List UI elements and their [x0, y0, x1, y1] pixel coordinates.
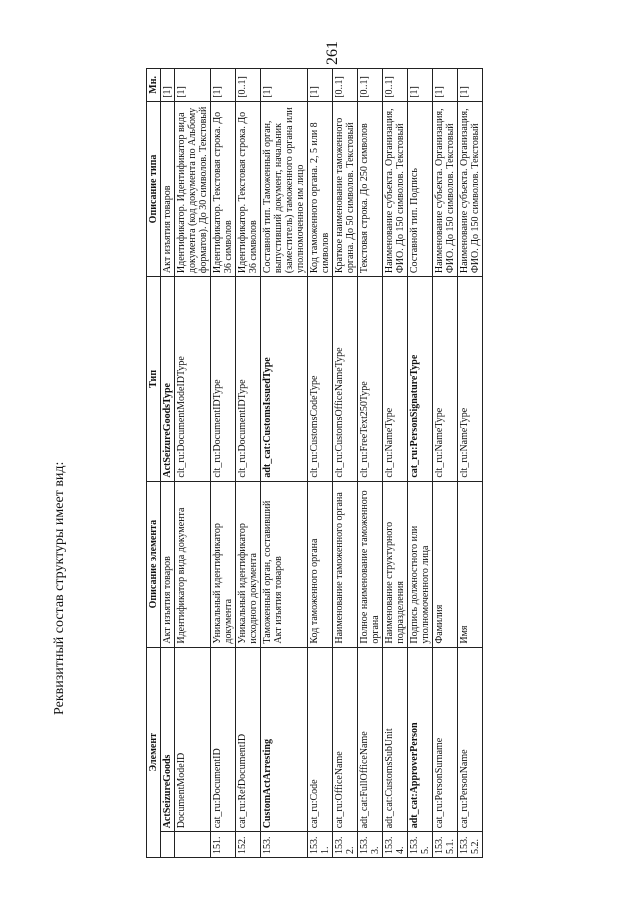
row-element: cat_ru:RefDocumentID [236, 647, 261, 832]
row-number: 152. [236, 832, 261, 858]
row-element-description: Уникальный идентификатор исходного документа [236, 481, 261, 647]
header-type: Тип [147, 277, 161, 482]
row-type-description: Идентификатор. Текстовая строка. До 36 символов [236, 101, 261, 276]
row-element-description: Акт изъятия товаров [161, 481, 175, 647]
row-multiplicity: [1] [458, 69, 483, 102]
row-element: cat_ru:Code [308, 647, 333, 832]
row-type: clt_ru:NameType [433, 277, 458, 482]
row-type: adt_cat:CustomsIssuedType [261, 277, 308, 482]
row-element-description: Уникальный идентификатор документа [211, 481, 236, 647]
row-element: cat_ru:PersonSurname [433, 647, 458, 832]
row-number: 153.3. [358, 832, 383, 858]
table-row [161, 69, 175, 858]
row-number: 153.5.1. [433, 832, 458, 858]
row-number: 151. [211, 832, 236, 858]
intro-text: Реквизитный состав структуры имеет вид: [52, 461, 67, 715]
row-type-description: Наименование субъекта. Организация, ФИО. До 150 символов. Текстовый [458, 101, 483, 276]
row-element: CustomActArresting [261, 647, 308, 832]
row-element-description: Код таможенного органа [308, 481, 333, 647]
row-type: clt_ru:CustomsCodeType [308, 277, 333, 482]
row-multiplicity: [1] [433, 69, 458, 102]
table-row [333, 69, 358, 858]
row-number: 153. [261, 832, 308, 858]
row-element: cat_ru:OfficeName [333, 647, 358, 832]
row-type-description: Составной тип. Подпись [408, 101, 433, 276]
row-type-description: Наименование субъекта. Организация, ФИО. До 150 символов. Текстовый [433, 101, 458, 276]
table-row [175, 69, 211, 858]
row-element-description: Таможенный орган, составивший Акт изъятия товаров [261, 481, 308, 647]
header-element-description: Описание элемента [147, 481, 161, 647]
table-row [408, 69, 433, 858]
row-type: clt_ru:FreeText250Type [358, 277, 383, 482]
row-type: clt_ru:DocumentIDType [211, 277, 236, 482]
row-element: ActSeizureGoods [161, 647, 175, 832]
row-type-description: Текстовая строка. До 250 символов [358, 101, 383, 276]
row-element: adt_cat:CustomsSubUnit [383, 647, 408, 832]
row-multiplicity: [1] [161, 69, 175, 102]
row-number: 153.4. [383, 832, 408, 858]
table-row [236, 69, 261, 858]
row-number: 153.5. [408, 832, 433, 858]
row-type-description: Идентификатор. Идентификатор вида документа (код документа по Альбому форматов). До 30 символов. Текстовый [175, 101, 211, 276]
row-type: cat_ru:PersonSignatureType [408, 277, 433, 482]
row-type: clt_ru:DocumentModeIDType [175, 277, 211, 482]
row-multiplicity: [1] [408, 69, 433, 102]
row-multiplicity: [1] [175, 69, 211, 102]
row-multiplicity: [0..1] [333, 69, 358, 102]
row-type: clt_ru:CustomsOfficeNameType [333, 277, 358, 482]
row-type: clt_ru:NameType [458, 277, 483, 482]
row-multiplicity: [1] [308, 69, 333, 102]
row-multiplicity: [0..1] [236, 69, 261, 102]
header-type-description: Описание типа [147, 101, 161, 276]
row-element-description: Полное наименование таможенного органа [358, 481, 383, 647]
table-row [308, 69, 333, 858]
table-header-row [147, 69, 161, 858]
structure-table-container [146, 68, 536, 858]
table-row [211, 69, 236, 858]
row-element-description: Идентификатор вида документа [175, 481, 211, 647]
row-element: DocumentModeID [175, 647, 211, 832]
row-number [175, 832, 211, 858]
row-type: clt_ru:DocumentIDType [236, 277, 261, 482]
structure-table [146, 68, 483, 858]
row-type-description: Код таможенного органа. 2, 5 или 8 символов [308, 101, 333, 276]
table-row [358, 69, 383, 858]
row-multiplicity: [0..1] [358, 69, 383, 102]
header-element: Элемент [147, 647, 161, 857]
row-multiplicity: [1] [211, 69, 236, 102]
row-type-description: Акт изъятия товаров [161, 101, 175, 276]
row-element: adt_cat:ApproverPerson [408, 647, 433, 832]
row-type-description: Составной тип. Таможенный орган, выпустивший документ, начальник (заместитель) таможенного органа или уполномоченное им лицо [261, 101, 308, 276]
table-row [433, 69, 458, 858]
row-multiplicity: [1] [261, 69, 308, 102]
row-number: 153.5.2. [458, 832, 483, 858]
row-type: clt_ru:NameType [383, 277, 408, 482]
row-element: cat_ru:PersonName [458, 647, 483, 832]
row-element: adt_cat:FullOfficeName [358, 647, 383, 832]
row-element-description: Имя [458, 481, 483, 647]
row-element-description: Фамилия [433, 481, 458, 647]
row-type-description: Краткое наименование таможенного органа. До 50 символов. Текстовый [333, 101, 358, 276]
row-element: cat_ru:DocumentID [211, 647, 236, 832]
page-number: 261 [324, 41, 341, 65]
row-multiplicity: [0..1] [383, 69, 408, 102]
row-element-description: Подпись должностного или уполномоченного лица [408, 481, 433, 647]
table-body [161, 69, 483, 858]
row-element-description: Наименование таможенного органа [333, 481, 358, 647]
row-number [161, 832, 175, 858]
table-row [383, 69, 408, 858]
header-multiplicity: Мн. [147, 69, 161, 102]
row-type-description: Идентификатор. Текстовая строка. До 36 символов [211, 101, 236, 276]
row-number: 153.1. [308, 832, 333, 858]
table-row [458, 69, 483, 858]
row-element-description: Наименование структурного подразделения [383, 481, 408, 647]
row-type: ActSeizureGoodsType [161, 277, 175, 482]
row-type-description: Наименование субъекта. Организация, ФИО. До 150 символов. Текстовый [383, 101, 408, 276]
table-row [261, 69, 308, 858]
row-number: 153.2. [333, 832, 358, 858]
